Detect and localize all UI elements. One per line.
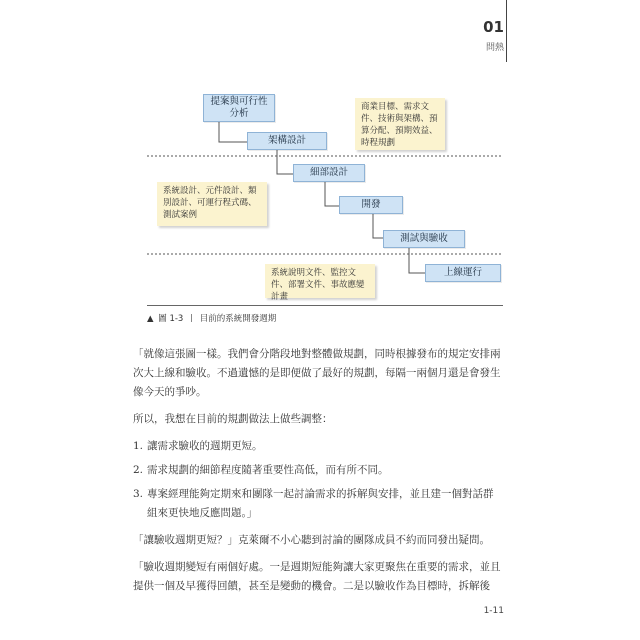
step-launch: 上線運行 xyxy=(425,264,501,282)
figure-caption xyxy=(147,312,503,324)
note-launch-outputs: 系統說明文件、監控文件、部署文件、事故應變計畫 xyxy=(265,264,375,298)
step-detail-design: 細部設計 xyxy=(293,164,365,182)
list-item-number: 1. xyxy=(133,440,144,452)
connector-2 xyxy=(277,150,293,174)
chapter-number: 01 xyxy=(483,18,504,36)
development-cycle-diagram xyxy=(147,88,503,302)
paragraph-2: 所以，我想在目前的規劃做法上做些調整： xyxy=(133,413,333,425)
list-item-number: 3. xyxy=(133,488,144,500)
connector-4 xyxy=(373,214,383,238)
body-text xyxy=(133,345,503,604)
connector-3 xyxy=(325,182,339,206)
step-testing: 測試與驗收 xyxy=(383,230,465,248)
list-item xyxy=(133,461,503,480)
list-item xyxy=(133,485,503,523)
list-item-text: 讓需求驗收的週期更短。 xyxy=(147,440,263,452)
caption-separator xyxy=(191,314,192,322)
list-item xyxy=(133,437,503,456)
list-item-text: 需求規劃的細節程度隨著重要性高低，而有所不同。 xyxy=(147,464,389,476)
paragraph-1: 「就像這張圖一樣。我們會分階段地對整體做規劃，同時根據發布的規定安排兩次大上線和驗收。不過遺憾的是即便做了最好的規劃，每隔一兩個月還是會發生像今天的爭吵。 xyxy=(133,348,501,398)
header-rule xyxy=(506,0,507,62)
chapter-title: 問熱 xyxy=(485,43,504,53)
page-number: 1-11 xyxy=(483,606,504,616)
connector-5 xyxy=(409,246,425,273)
list-item-number: 2. xyxy=(133,464,144,476)
step-development: 開發 xyxy=(339,196,403,214)
caption-label: 圖 1-3 xyxy=(158,314,184,324)
paragraph-3: 「讓驗收週期更短？」克萊爾不小心聽到討論的團隊成員不約而同發出疑問。 xyxy=(133,534,490,546)
paragraph-4: 「驗收週期變短有兩個好處。一是週期短能夠讓大家更聚焦在重要的需求，並且提供一個及早獲得回饋，甚至是變動的機會。二是以驗收作為目標時，拆解後 xyxy=(133,561,501,592)
adjustment-list xyxy=(133,437,503,523)
caption-triangle-icon: ▲ xyxy=(147,314,154,324)
list-item-text: 專案經理能夠定期來和團隊一起討論需求的拆解與安排，並且建一個對話群組來更快地反應問題。」 xyxy=(147,488,494,519)
note-architecture-outputs: 商業目標、需求文件、技術與架構、預算分配、預期效益、時程規劃 xyxy=(355,98,445,150)
note-development-outputs: 系統設計、元件設計、類別設計、可運行程式碼、測試案例 xyxy=(157,182,267,226)
caption-text: 目前的系統開發週期 xyxy=(199,314,277,324)
step-proposal: 提案與可行性 分析 xyxy=(203,94,275,122)
caption-rule xyxy=(147,305,503,306)
step-architecture: 架構設計 xyxy=(247,132,327,150)
